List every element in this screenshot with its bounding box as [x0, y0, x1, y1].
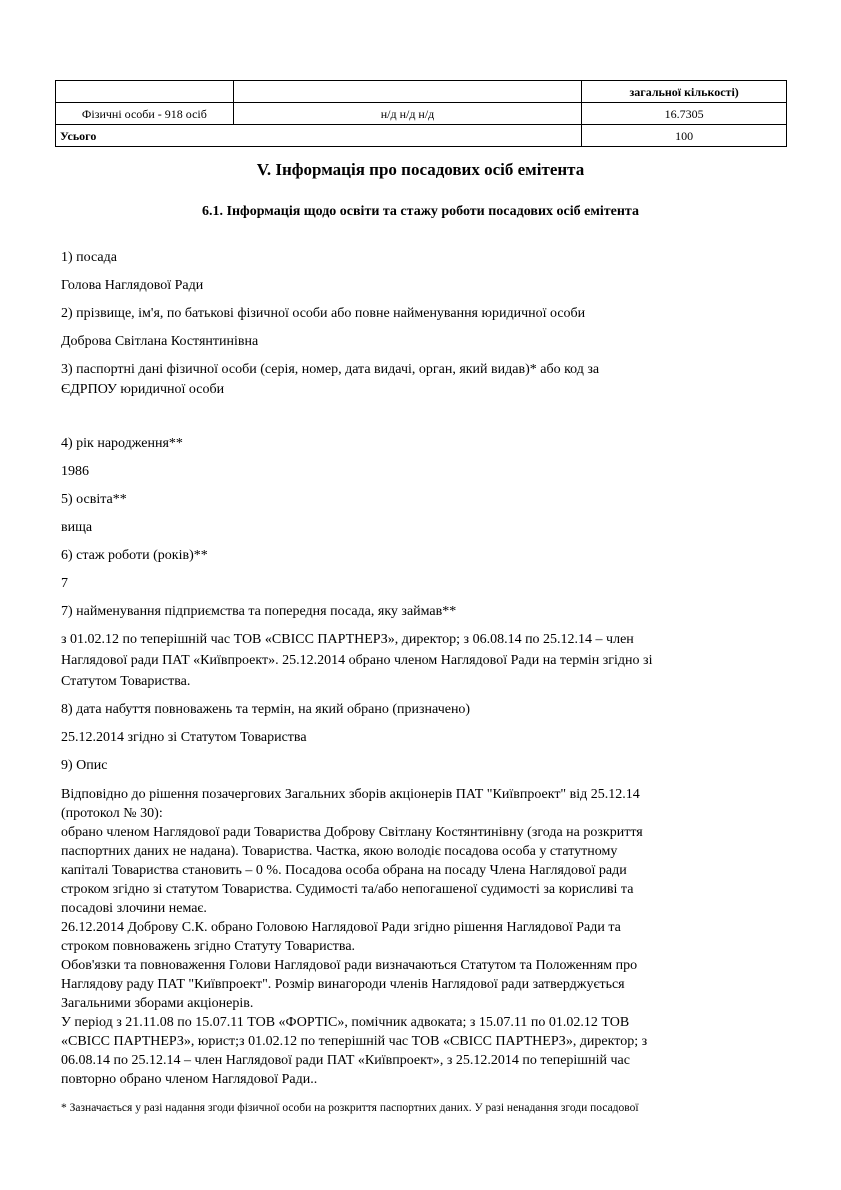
description-line: строком повноважень згідно Статуту Товариства. [61, 939, 356, 954]
description-line: посадові злочини немає. [61, 901, 207, 916]
field-label: 5) освіта** [61, 492, 127, 507]
table-cell [56, 81, 234, 103]
field-label: 3) паспортні дані фізичної особи (серія, номер, дата видачі, орган, який видав)* або код за [61, 362, 600, 377]
footnote: * Зазначається у разі надання згоди фізичної особи на розкриття паспортних даних. У разі ненадання згоди посадової [61, 1102, 639, 1114]
table-row [56, 81, 787, 103]
field-label: 9) Опис [61, 758, 108, 773]
field-label: ЄДРПОУ юридичної особи [61, 382, 225, 397]
section-title: V. Інформація про посадових осіб емітента [256, 160, 585, 179]
table-cell: 16.7305 [582, 103, 787, 125]
field-value: 7 [61, 576, 68, 591]
description-line: «СВІСС ПАРТНЕРЗ», юрист;з 01.02.12 по теперішній час ТОВ «СВІСС ПАРТНЕРЗ», директор; з [61, 1034, 648, 1049]
description-line: Відповідно до рішення позачергових Загальних зборів акціонерів ПАТ "Київпроект" від 25.12.14 [61, 787, 640, 802]
table-row [56, 103, 787, 125]
field-value: 1986 [61, 464, 89, 479]
description-line: 06.08.14 по 25.12.14 – член Наглядової ради ПАТ «Київпроект», з 25.12.2014 по теперішній час [61, 1053, 630, 1068]
field-value: 25.12.2014 згідно зі Статутом Товариства [61, 730, 307, 745]
description-line: повторно обрано членом Наглядової Ради.. [61, 1072, 318, 1087]
description-line: Обов'язки та повноваження Голови Наглядової ради визначаються Статутом та Положенням про [61, 958, 638, 973]
total-value-cell: 100 [582, 125, 787, 147]
shareholders-table [55, 80, 787, 147]
field-label: 1) посада [61, 250, 117, 265]
field-label: 8) дата набуття повноважень та термін, на який обрано (призначено) [61, 702, 471, 717]
field-label: 2) прізвище, ім'я, по батькові фізичної особи або повне найменування юридичної особи [61, 306, 586, 321]
description-line: паспортних даних не надана). Товариства. Частка, якою володіє посадова особа у статутному [61, 844, 618, 859]
field-label: 7) найменування підприємства та попередня посада, яку займав** [61, 604, 457, 619]
table-cell: н/д н/д н/д [233, 103, 581, 125]
table-row [56, 125, 787, 147]
description-line: Наглядову раду ПАТ "Київпроект". Розмір винагороди членів Наглядової ради затверджується [61, 977, 625, 992]
field-value-line: з 01.02.12 по теперішній час ТОВ «СВІСС ПАРТНЕРЗ», директор; з 06.08.14 по 25.12.14 – член [61, 632, 634, 647]
description-line: Загальними зборами акціонерів. [61, 996, 254, 1011]
table-cell: загальної кількості) [582, 81, 787, 103]
description-line: строком згідно зі статутом Товариства. Судимості та/або непогашеної судимості за корисливі та [61, 882, 634, 897]
total-label-cell: Усього [56, 125, 582, 147]
description-line: 26.12.2014 Доброву С.К. обрано Головою Наглядової Ради згідно рішення Наглядової Ради та [61, 920, 621, 935]
field-label: 4) рік народження** [61, 436, 183, 451]
description-line: (протокол № 30): [61, 806, 163, 821]
field-value-line: Статутом Товариства. [61, 674, 191, 689]
description-line: У період з 21.11.08 по 15.07.11 ТОВ «ФОРТІС», помічник адвоката; з 15.07.11 по 01.02.12 ТОВ [61, 1015, 630, 1030]
field-value: Доброва Світлана Костянтинівна [61, 334, 259, 349]
description-line: обрано членом Наглядової ради Товариства Доброву Світлану Костянтинівну (згода на розкриття [61, 825, 643, 840]
field-value: Голова Наглядової Ради [61, 278, 204, 293]
field-value: вища [61, 520, 93, 535]
description-line: капіталі Товариства становить – 0 %. Посадова особа обрана на посаду Члена Наглядової ради [61, 863, 627, 878]
table-cell [233, 81, 581, 103]
subsection-title: 6.1. Інформація щодо освіти та стажу роботи посадових осіб емітента [202, 204, 639, 219]
field-value-line: Наглядової ради ПАТ «Київпроект». 25.12.2014 обрано членом Наглядової Ради на термін згідно зі [61, 653, 653, 668]
field-label: 6) стаж роботи (років)** [61, 548, 208, 563]
table-cell: Фізичні особи - 918 осіб [56, 103, 234, 125]
